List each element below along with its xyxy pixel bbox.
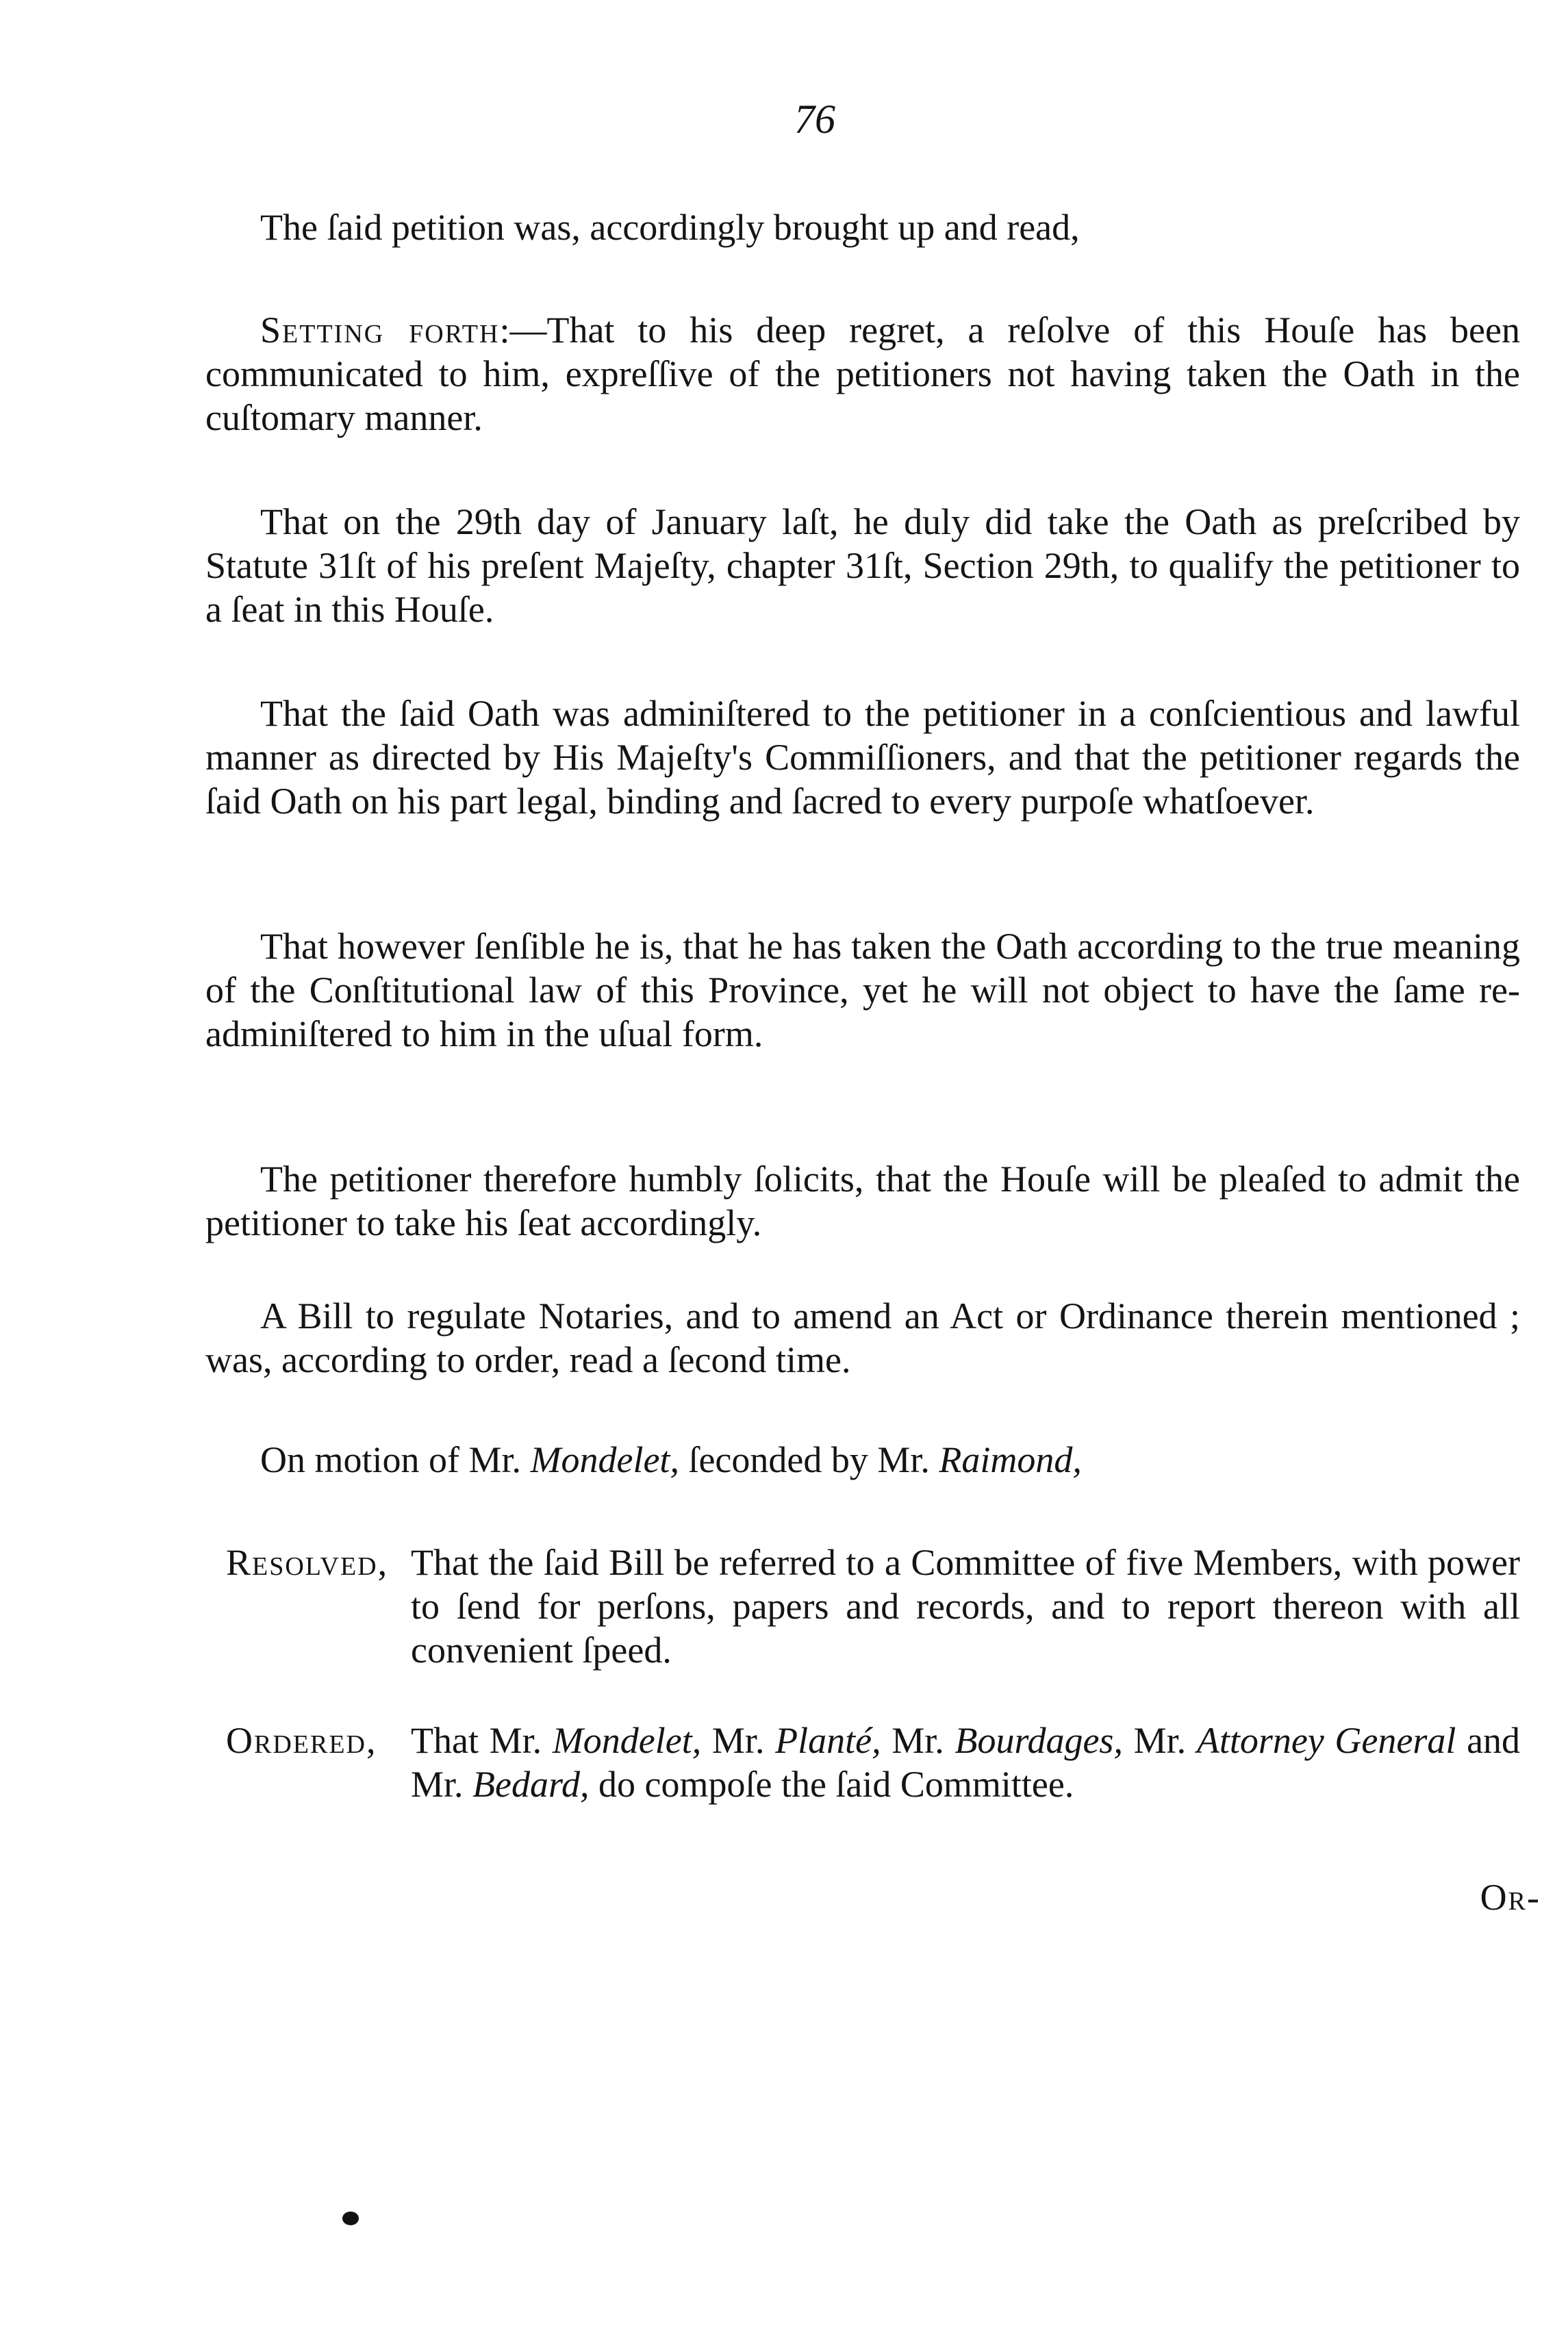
resolved-lead: Resolved,: [226, 1542, 389, 1583]
member-name-plante: Planté,: [775, 1720, 881, 1761]
paragraph-notaries-bill: A Bill to regulate Notaries, and to amend an Act or Ordinance therein mentioned ; was, according to order, read a ſecond time.: [205, 1295, 1520, 1380]
member-name-attorney-general: Attorney General: [1196, 1720, 1456, 1761]
motion-seconder-name: Raimond,: [939, 1439, 1082, 1480]
catchword: Or-: [1480, 1877, 1541, 1918]
ordered-text: [226, 1719, 1520, 1806]
ordered-text-d: Mr.: [1133, 1720, 1187, 1761]
ordered-entry: [226, 1719, 1520, 1806]
ordered-text-c: Mr.: [892, 1720, 944, 1761]
paragraph-solicits: The petitioner therefore humbly ſolicits, that the Houſe will be pleaſed to admit the petitioner to take his ſeat accordingly.: [205, 1158, 1520, 1243]
member-name-mondelet: Mondelet,: [552, 1720, 702, 1761]
paragraph-oath-administered: That the ſaid Oath was adminiſtered to the petitioner in a conſcientious and lawful manner as directed by His Majeſty's Commiſſioners, and that the petitioner regards the ſaid Oath on his part legal, binding and ſacred to every purpoſe whatſoever.: [205, 693, 1520, 822]
paragraph-readminister: That however ſenſible he is, that he has taken the Oath according to the true meaning of the Conſtitutional law of this Province, yet he will not object to have the ſame re-adminiſtered to him in the uſual form.: [205, 926, 1520, 1054]
ordered-lead: Ordered,: [226, 1720, 377, 1761]
setting-forth-text: :—That to his deep regret, a reſolve of this Houſe has been communicated to him, expreſſive of the petitioners not having taken the Oath in the cuſtomary manner.: [205, 309, 1520, 438]
setting-forth-lead: Setting forth: [260, 309, 500, 351]
motion-text-b: ſeconded by Mr.: [688, 1439, 930, 1480]
paragraph-oath-taken: That on the 29th day of January laſt, he duly did take the Oath as preſcribed by Statute 31ſt of his preſent Majeſty, chapter 31ſt, Section 29th, to qualify the petitioner to a ſeat in this Houſe.: [205, 501, 1520, 630]
resolved-text: That the ſaid Bill be referred to a Committee of five Members, with power to ſend for perſons, papers and records, and to report thereon with all convenient ſpeed.: [411, 1542, 1520, 1671]
member-name-bourdages: Bourdages,: [954, 1720, 1123, 1761]
ordered-text-b: Mr.: [711, 1720, 765, 1761]
page-number: 76: [794, 97, 835, 142]
ordered-text-f: do compoſe the ſaid Committee.: [598, 1764, 1074, 1805]
ordered-text-e: and Mr.: [411, 1720, 1521, 1805]
paragraph-petition-read: The ſaid petition was, accordingly brought up and read,: [260, 207, 1080, 248]
paragraph-setting-forth: [205, 308, 1520, 440]
paragraph-motion: [205, 1438, 1520, 1482]
motion-mover-name: Mondelet,: [530, 1439, 679, 1480]
member-name-bedard: Bedard,: [472, 1764, 590, 1805]
ink-blot: [342, 2212, 359, 2225]
resolved-entry: [226, 1541, 1520, 1672]
ordered-text-a: That Mr.: [411, 1720, 542, 1761]
motion-text-a: On motion of Mr.: [260, 1439, 522, 1480]
